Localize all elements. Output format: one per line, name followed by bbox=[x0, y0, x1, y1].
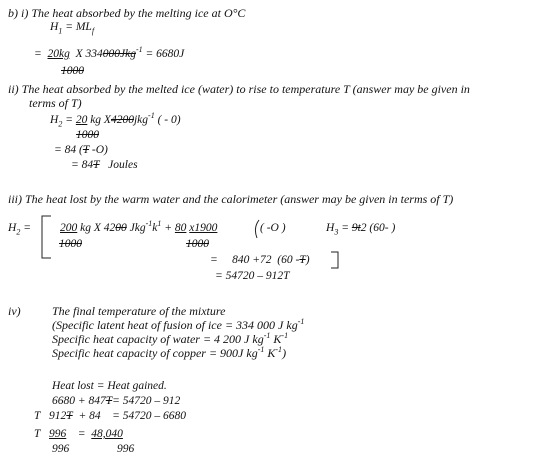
iii-step2: = 54720 – 912T bbox=[215, 270, 290, 282]
h2-step: = 84 (T -O) bbox=[54, 144, 108, 156]
iii-denominator-2: 1000 bbox=[186, 238, 209, 250]
given-water-heat-capacity: Specific heat capacity of water = 4 200 J $kg^{-1}$ $K^{-1}$ bbox=[52, 331, 289, 346]
h2-denominator: 1000 bbox=[76, 129, 99, 141]
equation-3-denominator-left: 996 bbox=[52, 443, 70, 455]
equation-3-denominator-right: 996 bbox=[117, 443, 135, 455]
h2-result: = 84T Joules bbox=[71, 159, 138, 171]
h2-formula: $H_2 = 20$ kg X4200jkg$^{-1}$ ( - 0) bbox=[50, 111, 181, 129]
iii-denominator-1: 1000 bbox=[59, 238, 82, 250]
heat-balance: Heat lost = Heat gained. bbox=[52, 380, 167, 392]
iii-paren: ( -O ) bbox=[260, 222, 286, 234]
part-b-heading: b) i) The heat absorbed by the melting ice at O°C bbox=[8, 6, 246, 20]
part-ii-heading-continued: terms of T) bbox=[29, 96, 82, 110]
part-iv-label: iv) bbox=[8, 304, 21, 318]
h1-formula: $H_1 = ML_f$ bbox=[50, 21, 95, 36]
right-bracket bbox=[329, 250, 343, 272]
part-iii-heading: iii) The heat lost by the warm water and the calorimeter (answer may be given in terms of T) bbox=[8, 192, 454, 206]
left-bracket bbox=[37, 214, 57, 262]
iii-h3: $H_3 = 9t2$ (60- ) bbox=[326, 222, 396, 237]
h1-denominator: 1000 bbox=[61, 65, 84, 77]
given-copper-heat-capacity: Specific heat capacity of copper = 900J $kg^{-1}$ $K^{-1}$) bbox=[52, 345, 287, 360]
h1-calculation: = 20kg X 334000Jkg$^{-1}$ = 6680J bbox=[34, 45, 185, 60]
equation-1: 6680 + 847T= 54720 – 912 bbox=[52, 395, 181, 407]
iii-term1: 200 kg X 4200 $Jkg^{-1}k^1 + 80$ x1900 bbox=[60, 219, 218, 234]
equation-2: T 912T + 84 = 54720 – 6680 bbox=[34, 410, 186, 422]
h2-label-iii: $H_2$ = bbox=[8, 222, 31, 237]
equation-3: T 996 = 48,040 bbox=[34, 428, 123, 440]
part-iv-heading: The final temperature of the mixture bbox=[52, 304, 226, 318]
given-latent-heat: (Specific latent heat of fusion of ice = 334 000 J $kg^{-1}$ bbox=[52, 317, 305, 332]
part-ii-heading: ii) The heat absorbed by the melted ice (water) to rise to temperature T (answer may be given in bbox=[8, 82, 470, 96]
iii-step1: = 840 +72 (60 -T) bbox=[210, 254, 310, 266]
